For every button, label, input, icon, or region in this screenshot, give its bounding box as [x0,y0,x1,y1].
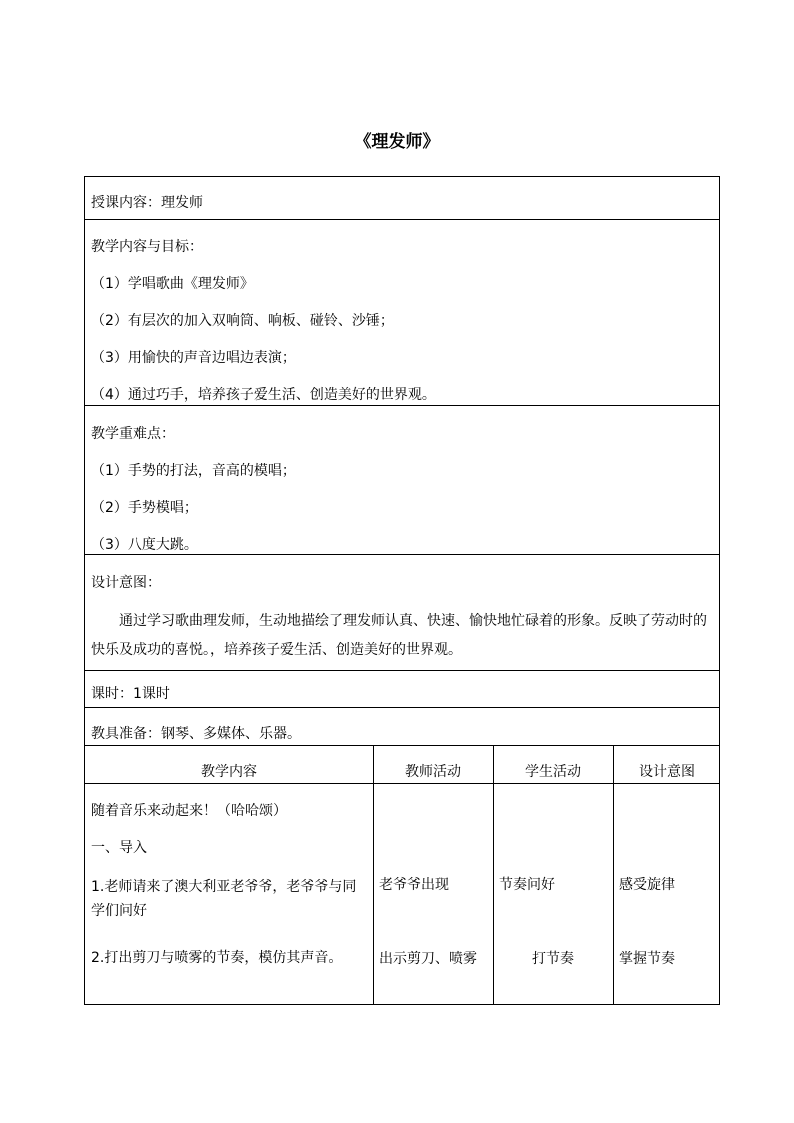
goals-section [84,219,720,406]
row1-intent: 感受旋律 [619,877,675,893]
table-intro-line: 随着音乐来动起来！（哈哈颂） [91,803,287,819]
row2-teacher: 出示剪刀、喷雾 [379,951,477,967]
column-divider [373,746,374,1004]
course-content-text: 授课内容：理发师 [91,195,203,211]
goal-item: （3）用愉快的声音边唱边表演； [91,350,296,366]
design-body [91,607,711,665]
row2-student: 打节奏 [532,951,574,967]
design-heading: 设计意图： [91,575,161,591]
course-content-section [84,176,720,220]
header-cell-content: 教学内容 [201,764,257,780]
goal-item: （4）通过巧手，培养孩子爱生活、创造美好的世界观。 [91,387,436,403]
header-divider [85,783,719,784]
key-points-section [84,405,720,555]
key-point-item: （3）八度大跳。 [91,537,198,553]
design-body-text: 通过学习歌曲理发师，生动地描绘了理发师认真、快速、愉快地忙碌着的形象。反映了劳动时的快乐及成功的喜悦。，培养孩子爱生活、创造美好的世界观。 [91,613,707,658]
class-hours-section [84,670,720,708]
table-row-content: 2.打出剪刀与喷雾的节奏，模仿其声音。 [91,950,343,966]
column-divider [613,746,614,1004]
goals-heading: 教学内容与目标： [91,239,203,255]
row1-student: 节奏问好 [499,877,555,893]
key-points-heading: 教学重难点： [91,426,175,442]
table-row-content [91,875,369,923]
design-section [84,554,720,671]
header-cell-student: 学生活动 [525,764,581,780]
row2-intent: 掌握节奏 [619,951,675,967]
goal-item: （2）有层次的加入双响筒、响板、碰铃、沙锤； [91,313,394,329]
header-cell-intent: 设计意图 [639,764,695,780]
goal-item: （1）学唱歌曲《理发师》 [91,276,254,292]
key-point-item: （1）手势的打法，音高的模唱； [91,463,296,479]
materials-text: 教具准备：钢琴、多媒体、乐器。 [91,726,301,742]
document-title: 《理发师》 [354,132,440,152]
materials-section [84,707,720,746]
key-point-item: （2）手势模唱； [91,500,198,516]
table-section-heading: 一、导入 [91,840,147,856]
row1-teacher: 老爷爷出现 [379,877,449,893]
header-cell-teacher: 教师活动 [405,764,461,780]
lesson-table [84,745,720,1005]
class-hours-text: 课时：1课时 [91,686,170,702]
row1-content-text: 1.老师请来了澳大利亚老爷爷，老爷爷与同学们问好 [91,879,357,919]
